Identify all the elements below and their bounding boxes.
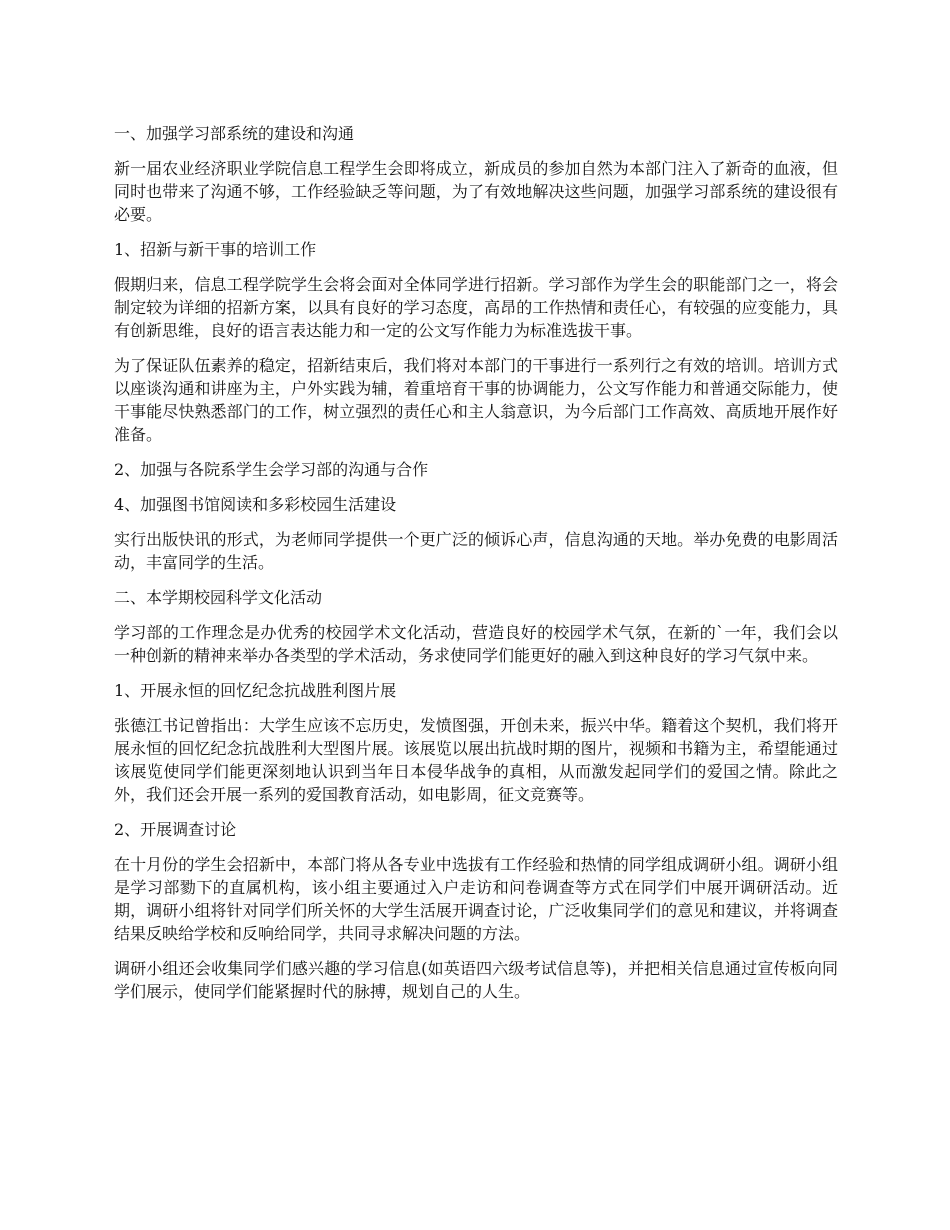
paragraph: 为了保证队伍素养的稳定，招新结束后，我们将对本部门的干事进行一系列行之有效的培训。培训方式以座谈沟通和讲座为主，户外实践为辅，着重培育干事的协调能力，公文写作能力和普通交际能力，使干事能尽快熟悉部门的工作，树立强烈的责任心和主人翁意识，为今后部门工作高效、高质地开展作好准备。 xyxy=(114,356,838,444)
subsection-heading: 1、招新与新干事的培训工作 xyxy=(114,240,317,259)
paragraph: 调研小组还会收集同学们感兴趣的学习信息(如英语四六级考试信息等)，并把相关信息通过宣传板向同学们展示，使同学们能紧握时代的脉搏，规划自己的人生。 xyxy=(114,959,838,1001)
section-heading-2: 二、本学期校园科学文化活动 xyxy=(114,588,323,607)
paragraph: 在十月份的学生会招新中，本部门将从各专业中选拔有工作经验和热情的同学组成调研小组。调研小组是学习部勠下的直属机构，该小组主要通过入户走访和问卷调查等方式在同学们中展开调研活动。近期，调研小组将针对同学们所关怀的大学生活展开调查讨论，广泛收集同学们的意见和建议，并将调查结果反映给学校和反响给同学，共同寻求解决问题的方法。 xyxy=(114,855,838,943)
section-heading-1: 一、加强学习部系统的建设和沟通 xyxy=(114,124,355,143)
subsection-heading: 2、开展调查讨论 xyxy=(114,820,237,839)
subsection-heading: 2、加强与各院系学生会学习部的沟通与合作 xyxy=(114,460,429,479)
paragraph: 学习部的工作理念是办优秀的校园学术文化活动，营造良好的校园学术气氛，在新的`一年，我们会以一种创新的精神来举办各类型的学术活动，务求使同学们能更好的融入到这种良好的学习气氛中来。 xyxy=(114,623,838,665)
paragraph: 张德江书记曾指出：大学生应该不忘历史，发愤图强，开创未来，振兴中华。籍着这个契机，我们将开展永恒的回忆纪念抗战胜利大型图片展。该展览以展出抗战时期的图片，视频和书籍为主，希望能通过该展览使同学们能更深刻地认识到当年日本侵华战争的真相，从而激发起同学们的爱国之情。除此之外，我们还会开展一系列的爱国教育活动，如电影周，征文竞赛等。 xyxy=(114,716,838,804)
subsection-heading: 1、开展永恒的回忆纪念抗战胜利图片展 xyxy=(114,681,397,700)
paragraph: 假期归来，信息工程学院学生会将会面对全体同学进行招新。学习部作为学生会的职能部门之一，将会制定较为详细的招新方案，以具有良好的学习态度，高昂的工作热情和责任心，有较强的应变能力，具有创新思维，良好的语言表达能力和一定的公文写作能力为标准选拔干事。 xyxy=(114,275,838,340)
paragraph: 实行出版快讯的形式，为老师同学提供一个更广泛的倾诉心声，信息沟通的天地。举办免费的电影周活动，丰富同学的生活。 xyxy=(114,530,838,572)
document-body xyxy=(114,122,838,1015)
subsection-heading: 4、加强图书馆阅读和多彩校园生活建设 xyxy=(114,495,397,514)
paragraph: 新一届农业经济职业学院信息工程学生会即将成立，新成员的参加自然为本部门注入了新奇的血液，但同时也带来了沟通不够，工作经验缺乏等问题，为了有效地解决这些问题，加强学习部系统的建设很有必要。 xyxy=(114,159,838,224)
